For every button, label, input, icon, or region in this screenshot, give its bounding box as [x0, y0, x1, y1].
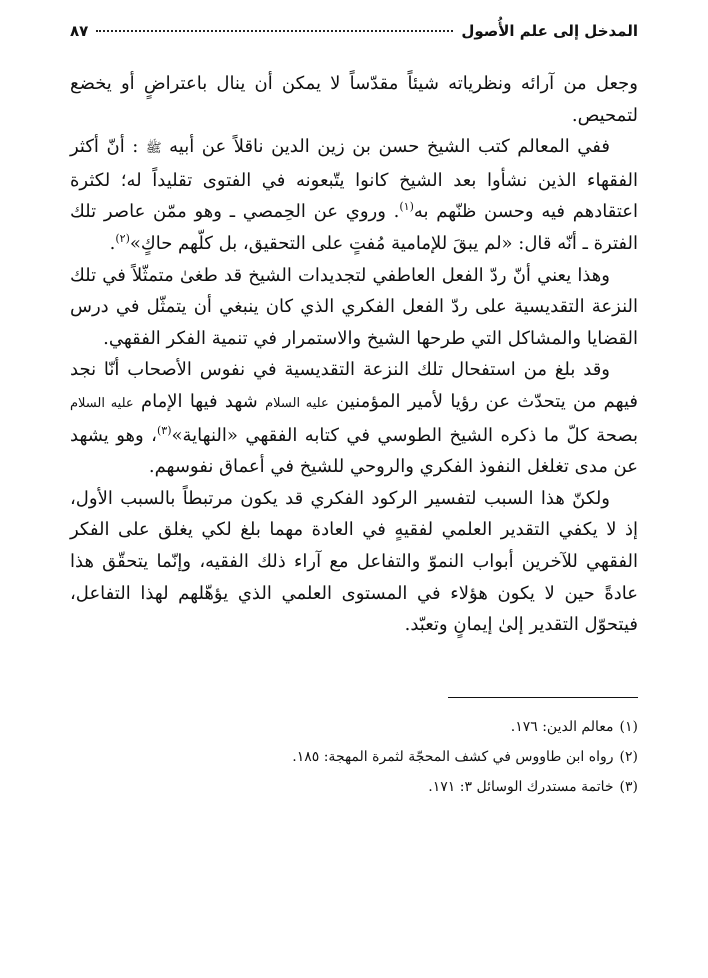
- paragraph-2-part-c: . وروي عن الحِمصي ـ وهو ممّن عاصر تلك الفترة ـ أنّه قال: «لم يبقَ للإمامية مُفتٍ على التحقيق، بل كلّهم حاكٍ»: [70, 201, 638, 254]
- paragraph-4: [70, 354, 638, 482]
- footnote-number: (٢): [619, 748, 638, 765]
- paragraph-5: [70, 483, 638, 641]
- paragraph-1-text: وجعل من آرائه ونظرياته شيئاً مقدّساً لا يمكن أن ينال باعتراضٍ أو يخضع لتمحيص.: [70, 73, 638, 126]
- paragraph-4-part-c: بصحة كلّ ما ذكره الشيخ الطوسي في كتابه الفقهي «النهاية»: [171, 424, 638, 446]
- page-number: ٨٧: [70, 22, 89, 40]
- body-text: [70, 68, 638, 641]
- footnote-1: [70, 712, 638, 742]
- footnote-ref-3[interactable]: (٣): [156, 423, 172, 437]
- paragraph-4-part-d: ، وهو يشهد عن مدى تغلغل النفوذ الفكري والروحي للشيخ في أعماق نفوسهم.: [70, 424, 638, 478]
- paragraph-2-part-a: ففي المعالم كتب الشيخ حسن بن زين الدين ناقلاً عن أبيه: [169, 136, 610, 158]
- footnote-number: (١): [619, 718, 638, 735]
- footnote-text: خاتمة مستدرك الوسائل ٣: ١٧١.: [428, 778, 614, 795]
- footnotes: [70, 712, 638, 802]
- paragraph-2: [70, 131, 638, 259]
- paragraph-5-text: ولكنّ هذا السبب لتفسير الركود الفكري قد يكون مرتبطاً بالسبب الأول، إذ لا يكفي التقدير العلمي لفقيهٍ في العادة مهما بلغ لكي يغلق على الفكر الفقهي للآخرين أبواب النموّ والتفاعل مع آراء ذلك الفقيه، وإنّما يتحقّق هذا عادةً حين لا يكون هؤلاء في المستوى العلمي الذي يؤهّلهم لهذا التفاعل، فيتحوّل التقدير إلىٰ إيمانٍ وتعبّد.: [70, 487, 638, 636]
- book-page: [70, 22, 638, 962]
- footnote-ref-1[interactable]: (١): [399, 200, 414, 214]
- paragraph-3-text: وهذا يعني أنّ ردّ الفعل العاطفي لتجديدات الشيخ قد طغىٰ متمثّلاً في تلك النزعة التقديسية على ردّ الفعل الفكري الذي كان ينبغي أن يتمثّل في درس القضايا والمشاكل التي طرحها الشيخ والاستمرار في تنمية الفكر الفقهي.: [70, 264, 638, 349]
- footnote-ref-2[interactable]: (٢): [115, 231, 130, 245]
- footnote-3: [70, 772, 638, 802]
- header-title: المدخل إلى علم الأُصول: [461, 22, 638, 40]
- paragraph-2-part-b: : أنّ أكثر الفقهاء الذين نشأوا بعد الشيخ كانوا يتّبعونه في الفتوى تقليداً له؛ لكثرة اعتقادهم فيه وحسن ظنّهم به: [70, 136, 638, 223]
- paragraph-4-part-a: وقد بلغ من استفحال تلك النزعة التقديسية في نفوس الأصحاب أنّا نجد فيهم من يتحدّث عن رؤيا لأمير المؤمنين: [70, 359, 638, 412]
- running-header: [70, 22, 638, 50]
- honorific-symbol: عليه السلام: [70, 395, 134, 411]
- honorific-symbol: ﷺ: [145, 141, 162, 157]
- header-dot-leader: [96, 30, 453, 32]
- paragraph-1: [70, 68, 638, 131]
- paragraph-4-part-b: شهد فيها الإمام: [140, 390, 258, 412]
- footnote-number: (٣): [619, 778, 638, 795]
- footnote-divider: [448, 697, 638, 698]
- honorific-symbol: عليه السلام: [265, 395, 329, 411]
- paragraph-2-part-d: .: [109, 232, 116, 254]
- footnote-2: [70, 742, 638, 772]
- footnote-text: معالم الدين: ١٧٦.: [510, 718, 614, 735]
- footnote-text: رواه ابن طاووس في كشف المحجّة لثمرة المهجة: ١٨٥.: [292, 748, 614, 765]
- paragraph-3: [70, 260, 638, 355]
